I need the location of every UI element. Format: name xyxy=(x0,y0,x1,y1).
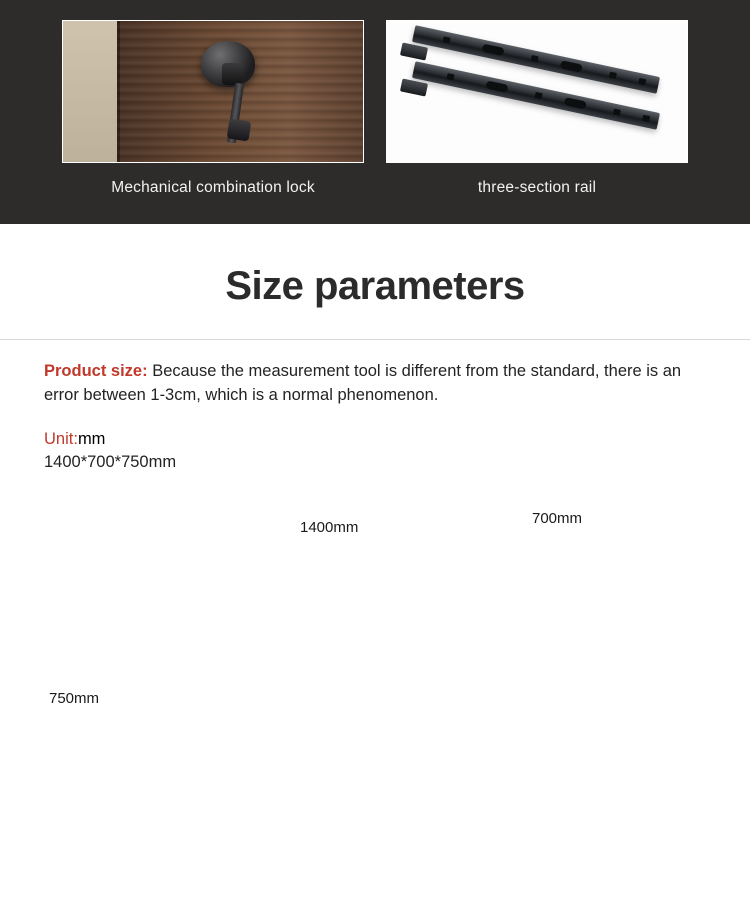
product-size-line xyxy=(44,360,706,408)
desk-svg xyxy=(0,486,750,886)
lock-photo xyxy=(62,20,364,163)
feature-caption: three-section rail xyxy=(477,179,597,196)
product-size-block xyxy=(0,340,750,472)
height-dimension-label: 750mm xyxy=(49,690,100,707)
unit-row xyxy=(44,430,706,449)
depth-dimension-label: 700mm xyxy=(532,510,583,527)
feature-strip xyxy=(0,0,750,224)
feature-thumbnails xyxy=(0,20,750,197)
product-size-label: Product size: xyxy=(44,362,148,380)
feature-item-rail xyxy=(386,20,688,197)
section-title: Size parameters xyxy=(225,264,525,308)
width-dimension-label: 1400mm xyxy=(300,519,359,536)
unit-label: Unit: xyxy=(44,429,78,448)
unit-value: mm xyxy=(77,429,106,448)
desk-dimension-diagram xyxy=(0,486,750,886)
product-size-note: Because the measurement tool is different from the standard, there is an error between 1-3cm, which is a normal phenomenon. xyxy=(44,362,682,404)
dimensions-text: 1400*700*750mm xyxy=(44,452,177,471)
feature-item-lock xyxy=(62,20,364,197)
drawer-rail-photo xyxy=(386,20,688,163)
feature-caption: Mechanical combination lock xyxy=(111,179,315,196)
